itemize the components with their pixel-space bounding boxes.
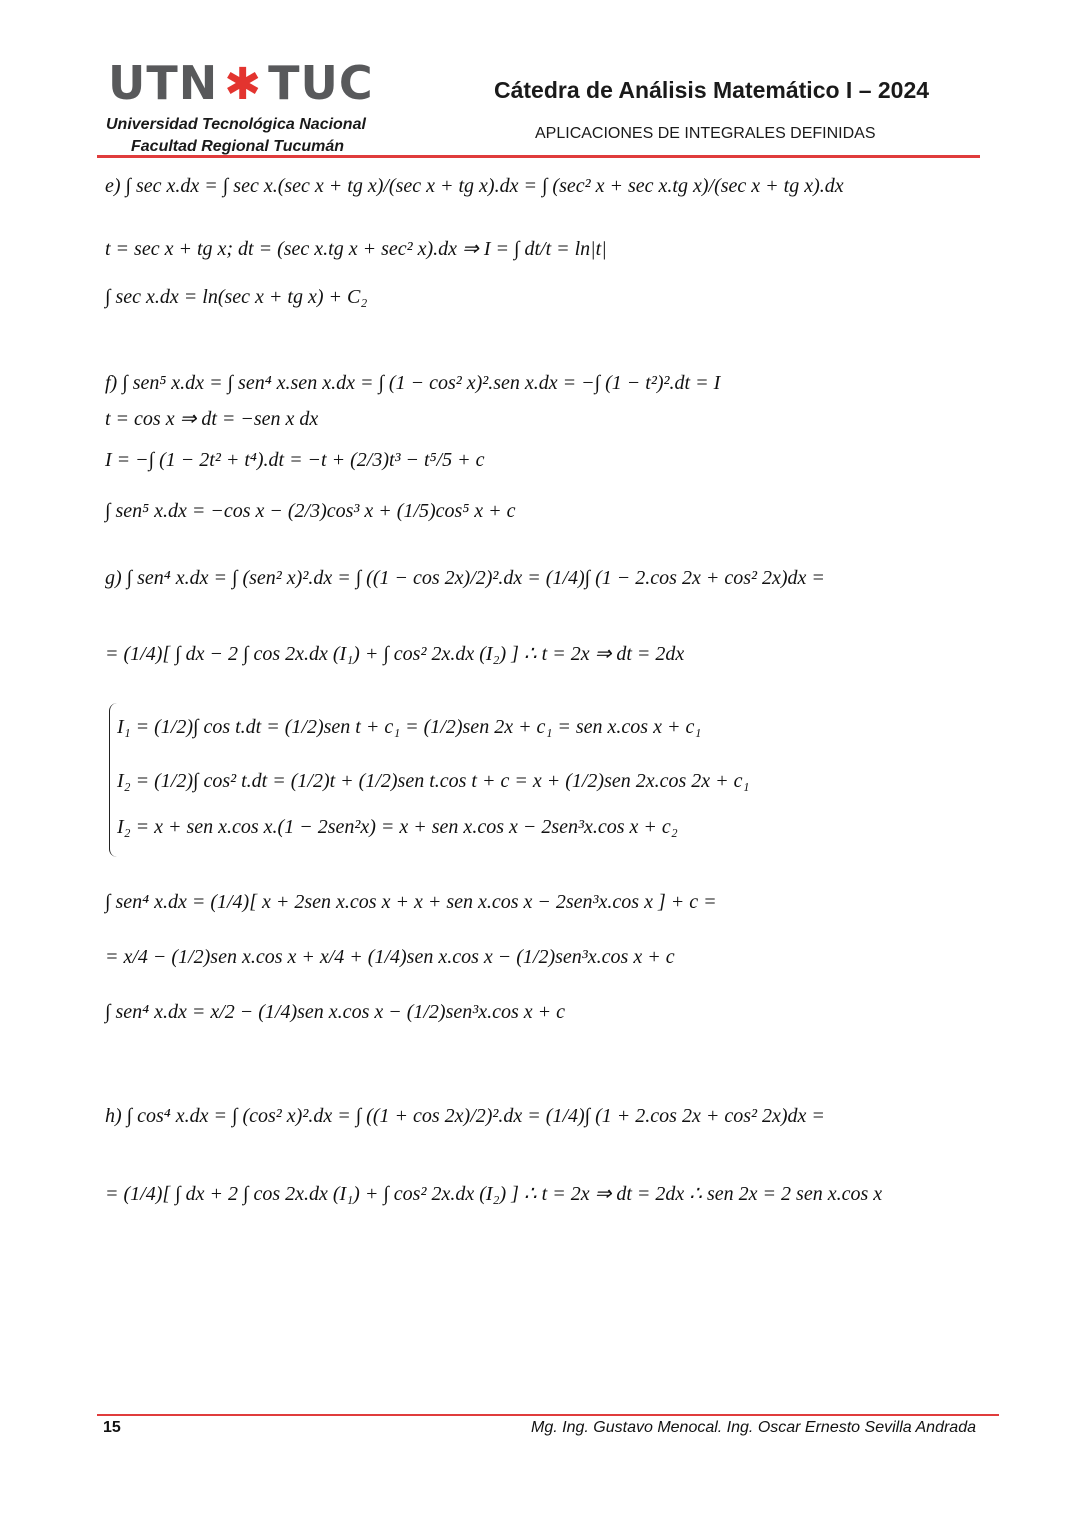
exercise-g-line-3: I₁ = (1/2)∫ cos t.dt = (1/2)sen t + c₁ = (1/2)sen 2x + c₁ = sen x.cos x + c₁ xyxy=(117,716,702,738)
exercise-g-line-6: ∫ sen⁴ x.dx = (1/4)[ x + 2sen x.cos x + x + sen x.cos x − 2sen³x.cos x ] + c = xyxy=(105,891,717,913)
exercise-g-line-5: I₂ = x + sen x.cos x.(1 − 2sen²x) = x + sen x.cos x − 2sen³x.cos x + c₂ xyxy=(117,816,678,838)
exercise-g-line-7: = x/4 − (1/2)sen x.cos x + x/4 + (1/4)sen x.cos x − (1/2)sen³x.cos x + c xyxy=(105,946,675,968)
exercise-g-line-2: = (1/4)[ ∫ dx − 2 ∫ cos 2x.dx (I₁) + ∫ cos² 2x.dx (I₂) ] ∴ t = 2x ⇒ dt = 2dx xyxy=(105,643,685,665)
faculty-name: Facultad Regional Tucumán xyxy=(131,138,345,155)
university-name: Universidad Tecnológica Nacional xyxy=(106,116,366,133)
topic-title: APLICACIONES DE INTEGRALES DEFINIDAS xyxy=(535,125,876,142)
header-divider xyxy=(97,155,980,158)
exercise-g-line-4: I₂ = (1/2)∫ cos² t.dt = (1/2)t + (1/2)sen t.cos t + c = x + (1/2)sen 2x.cos 2x + c₁ xyxy=(117,770,750,792)
footer-authors: Mg. Ing. Gustavo Menocal. Ing. Oscar Ernesto Sevilla Andrada xyxy=(531,1419,976,1436)
logo-text-left: UTN xyxy=(108,56,219,110)
utn-tuc-logo xyxy=(108,56,374,110)
exercise-f-line-2: t = cos x ⇒ dt = −sen x dx xyxy=(105,408,319,430)
exercise-f-line-4: ∫ sen⁵ x.dx = −cos x − (2/3)cos³ x + (1/5)cos⁵ x + c xyxy=(105,500,516,522)
logo-text-right: TUC xyxy=(268,56,374,110)
exercise-h-line-1: h) ∫ cos⁴ x.dx = ∫ (cos² x)².dx = ∫ ((1 + cos 2x)/2)².dx = (1/4)∫ (1 + 2.cos 2x + cos² 2x)dx = xyxy=(105,1105,825,1127)
exercise-e-line-2: t = sec x + tg x; dt = (sec x.tg x + sec² x).dx ⇒ I = ∫ dt/t = ln|t| xyxy=(105,238,607,260)
exercise-e-line-1: e) ∫ sec x.dx = ∫ sec x.(sec x + tg x)/(sec x + tg x).dx = ∫ (sec² x + sec x.tg x)/(sec x + tg x).dx xyxy=(105,175,844,197)
footer-divider xyxy=(97,1414,999,1416)
page-number: 15 xyxy=(103,1419,121,1436)
exercise-f-line-1: f) ∫ sen⁵ x.dx = ∫ sen⁴ x.sen x.dx = ∫ (1 − cos² x)².sen x.dx = −∫ (1 − t²)².dt = I xyxy=(105,372,721,394)
star-icon: ✱ xyxy=(224,59,263,110)
chair-title: Cátedra de Análisis Matemático I – 2024 xyxy=(494,77,930,103)
exercise-h-line-2: = (1/4)[ ∫ dx + 2 ∫ cos 2x.dx (I₁) + ∫ cos² 2x.dx (I₂) ] ∴ t = 2x ⇒ dt = 2dx ∴ sen 2x = 2 sen x.cos x xyxy=(105,1183,883,1205)
exercise-f-line-3: I = −∫ (1 − 2t² + t⁴).dt = −t + (2/3)t³ − t⁵/5 + c xyxy=(105,449,485,471)
exercise-g-line-1: g) ∫ sen⁴ x.dx = ∫ (sen² x)².dx = ∫ ((1 − cos 2x)/2)².dx = (1/4)∫ (1 − 2.cos 2x + cos² 2x)dx = xyxy=(105,567,825,589)
exercise-g-line-8: ∫ sen⁴ x.dx = x/2 − (1/4)sen x.cos x − (1/2)sen³x.cos x + c xyxy=(105,1001,566,1023)
exercise-e-line-3: ∫ sec x.dx = ln(sec x + tg x) + C₂ xyxy=(105,286,368,308)
